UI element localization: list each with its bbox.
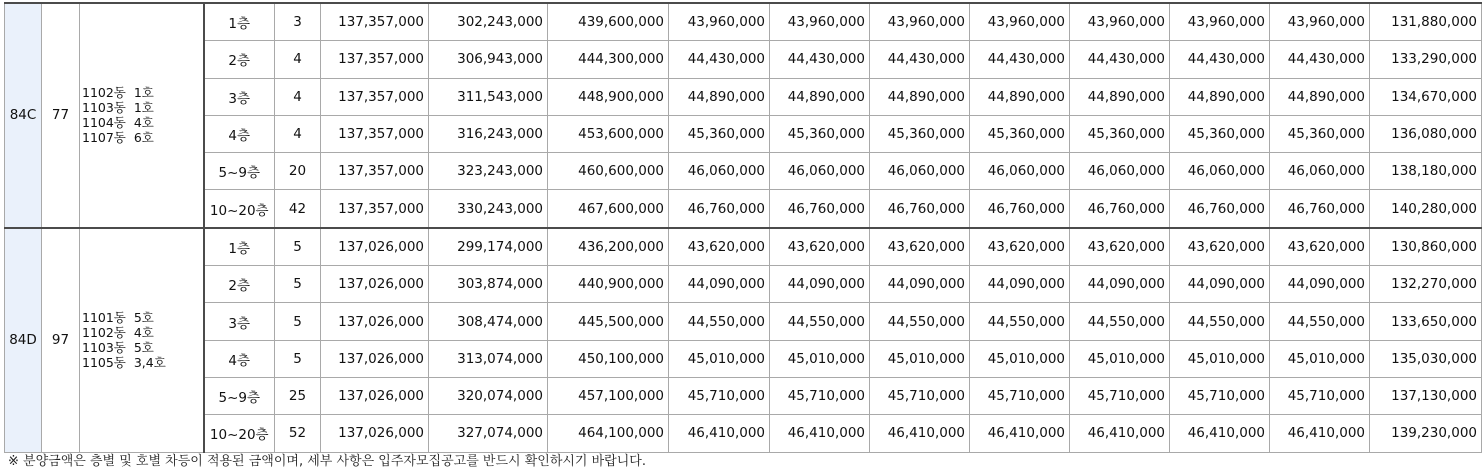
price-cell: 44,090,000 <box>970 266 1070 303</box>
price-cell: 439,600,000 <box>548 3 669 41</box>
price-cell: 46,060,000 <box>770 153 870 190</box>
price-cell: 306,943,000 <box>429 41 548 78</box>
price-cell: 46,060,000 <box>870 153 970 190</box>
price-cell: 43,620,000 <box>1070 228 1170 266</box>
price-cell: 46,410,000 <box>1070 415 1170 452</box>
price-cell: 46,410,000 <box>1270 415 1370 452</box>
price-cell: 43,960,000 <box>1170 3 1270 41</box>
price-cell: 457,100,000 <box>548 377 669 414</box>
price-cell: 330,243,000 <box>429 190 548 228</box>
price-cell: 44,430,000 <box>770 41 870 78</box>
price-cell: 46,410,000 <box>870 415 970 452</box>
building-unit-list-cell: 1101동 5호 1102동 4호 1103동 5호 1105동 3,4호 <box>80 228 204 452</box>
unit-count-cell: 5 <box>275 266 321 303</box>
price-cell: 45,710,000 <box>1270 377 1370 414</box>
price-cell: 45,360,000 <box>770 115 870 152</box>
price-cell: 320,074,000 <box>429 377 548 414</box>
price-cell: 44,090,000 <box>1170 266 1270 303</box>
price-cell: 44,890,000 <box>1070 78 1170 115</box>
price-cell: 44,550,000 <box>870 303 970 340</box>
floor-cell: 1층 <box>204 228 275 266</box>
price-cell: 46,410,000 <box>770 415 870 452</box>
price-cell: 137,357,000 <box>321 41 429 78</box>
price-cell: 45,360,000 <box>1070 115 1170 152</box>
price-cell: 45,710,000 <box>1070 377 1170 414</box>
floor-cell: 4층 <box>204 115 275 152</box>
price-cell: 323,243,000 <box>429 153 548 190</box>
price-cell: 46,760,000 <box>870 190 970 228</box>
price-cell: 137,357,000 <box>321 153 429 190</box>
price-cell: 43,960,000 <box>970 3 1070 41</box>
price-cell: 46,060,000 <box>669 153 770 190</box>
unit-count-cell: 3 <box>275 3 321 41</box>
unit-count-cell: 20 <box>275 153 321 190</box>
price-cell: 45,710,000 <box>770 377 870 414</box>
price-cell: 44,090,000 <box>1070 266 1170 303</box>
price-cell: 460,600,000 <box>548 153 669 190</box>
price-cell: 46,410,000 <box>970 415 1070 452</box>
price-cell: 43,960,000 <box>1070 3 1170 41</box>
price-cell: 464,100,000 <box>548 415 669 452</box>
price-cell: 45,710,000 <box>870 377 970 414</box>
price-cell: 46,760,000 <box>770 190 870 228</box>
price-cell: 43,960,000 <box>870 3 970 41</box>
price-cell: 46,760,000 <box>1270 190 1370 228</box>
price-cell: 137,357,000 <box>321 190 429 228</box>
price-cell: 44,430,000 <box>1070 41 1170 78</box>
price-cell: 43,620,000 <box>970 228 1070 266</box>
price-cell: 136,080,000 <box>1370 115 1482 152</box>
floor-cell: 4층 <box>204 340 275 377</box>
housing-type-cell: 84C <box>5 3 42 228</box>
price-cell: 44,890,000 <box>870 78 970 115</box>
price-cell: 45,360,000 <box>1270 115 1370 152</box>
price-cell: 44,550,000 <box>1070 303 1170 340</box>
price-cell: 46,410,000 <box>1170 415 1270 452</box>
price-cell: 46,760,000 <box>1070 190 1170 228</box>
unit-count-cell: 42 <box>275 190 321 228</box>
price-cell: 46,760,000 <box>970 190 1070 228</box>
price-cell: 327,074,000 <box>429 415 548 452</box>
price-cell: 133,290,000 <box>1370 41 1482 78</box>
table-row <box>5 266 1482 303</box>
price-cell: 134,670,000 <box>1370 78 1482 115</box>
floor-cell: 10~20층 <box>204 415 275 452</box>
price-cell: 137,026,000 <box>321 415 429 452</box>
price-cell: 45,010,000 <box>970 340 1070 377</box>
price-cell: 46,060,000 <box>1070 153 1170 190</box>
price-cell: 131,880,000 <box>1370 3 1482 41</box>
price-cell: 137,026,000 <box>321 340 429 377</box>
price-cell: 44,430,000 <box>669 41 770 78</box>
price-cell: 137,026,000 <box>321 303 429 340</box>
price-cell: 302,243,000 <box>429 3 548 41</box>
price-cell: 45,710,000 <box>669 377 770 414</box>
price-cell: 44,890,000 <box>1270 78 1370 115</box>
price-cell: 45,360,000 <box>669 115 770 152</box>
table-row <box>5 377 1482 414</box>
table-row <box>5 115 1482 152</box>
table-row <box>5 153 1482 190</box>
unit-count-cell: 4 <box>275 41 321 78</box>
table-row <box>5 228 1482 266</box>
price-cell: 445,500,000 <box>548 303 669 340</box>
floor-cell: 5~9층 <box>204 153 275 190</box>
price-cell: 46,760,000 <box>1170 190 1270 228</box>
price-cell: 135,030,000 <box>1370 340 1482 377</box>
price-cell: 137,130,000 <box>1370 377 1482 414</box>
price-cell: 43,620,000 <box>1170 228 1270 266</box>
floor-cell: 3층 <box>204 303 275 340</box>
price-cell: 43,620,000 <box>1270 228 1370 266</box>
price-cell: 140,280,000 <box>1370 190 1482 228</box>
unit-count-cell: 4 <box>275 78 321 115</box>
price-cell: 44,890,000 <box>669 78 770 115</box>
table-row <box>5 3 1482 41</box>
price-cell: 43,960,000 <box>770 3 870 41</box>
price-cell: 137,357,000 <box>321 78 429 115</box>
unit-count-cell: 4 <box>275 115 321 152</box>
price-cell: 436,200,000 <box>548 228 669 266</box>
unit-count-cell: 52 <box>275 415 321 452</box>
price-cell: 45,010,000 <box>669 340 770 377</box>
price-cell: 133,650,000 <box>1370 303 1482 340</box>
price-cell: 137,026,000 <box>321 228 429 266</box>
unit-count-cell: 5 <box>275 228 321 266</box>
table-row <box>5 340 1482 377</box>
price-cell: 137,357,000 <box>321 115 429 152</box>
price-cell: 45,360,000 <box>870 115 970 152</box>
price-cell: 139,230,000 <box>1370 415 1482 452</box>
price-cell: 46,060,000 <box>1270 153 1370 190</box>
price-cell: 44,550,000 <box>770 303 870 340</box>
table-row <box>5 78 1482 115</box>
table-row <box>5 303 1482 340</box>
price-cell: 44,890,000 <box>970 78 1070 115</box>
price-cell: 444,300,000 <box>548 41 669 78</box>
floor-cell: 2층 <box>204 41 275 78</box>
price-cell: 45,360,000 <box>970 115 1070 152</box>
price-cell: 44,890,000 <box>1170 78 1270 115</box>
table-row <box>5 190 1482 228</box>
price-cell: 137,026,000 <box>321 377 429 414</box>
price-cell: 44,430,000 <box>1170 41 1270 78</box>
price-cell: 440,900,000 <box>548 266 669 303</box>
price-cell: 448,900,000 <box>548 78 669 115</box>
price-cell: 44,090,000 <box>669 266 770 303</box>
table-row <box>5 41 1482 78</box>
price-cell: 44,430,000 <box>970 41 1070 78</box>
price-cell: 467,600,000 <box>548 190 669 228</box>
price-cell: 313,074,000 <box>429 340 548 377</box>
floor-cell: 1층 <box>204 3 275 41</box>
table-row <box>5 415 1482 452</box>
floor-cell: 2층 <box>204 266 275 303</box>
price-cell: 46,060,000 <box>1170 153 1270 190</box>
price-cell: 450,100,000 <box>548 340 669 377</box>
price-cell: 45,010,000 <box>1170 340 1270 377</box>
unit-count-cell: 5 <box>275 303 321 340</box>
floor-cell: 10~20층 <box>204 190 275 228</box>
price-cell: 44,550,000 <box>970 303 1070 340</box>
price-table <box>4 2 1482 453</box>
price-cell: 44,430,000 <box>1270 41 1370 78</box>
price-cell: 43,960,000 <box>669 3 770 41</box>
price-cell: 43,620,000 <box>669 228 770 266</box>
price-cell: 44,090,000 <box>770 266 870 303</box>
unit-count-cell: 5 <box>275 340 321 377</box>
price-cell: 45,010,000 <box>1270 340 1370 377</box>
price-cell: 132,270,000 <box>1370 266 1482 303</box>
price-cell: 45,710,000 <box>970 377 1070 414</box>
price-cell: 453,600,000 <box>548 115 669 152</box>
price-cell: 44,090,000 <box>1270 266 1370 303</box>
price-cell: 137,026,000 <box>321 266 429 303</box>
price-cell: 299,174,000 <box>429 228 548 266</box>
total-units-cell: 97 <box>42 228 80 452</box>
price-cell: 43,960,000 <box>1270 3 1370 41</box>
floor-cell: 5~9층 <box>204 377 275 414</box>
total-units-cell: 77 <box>42 3 80 228</box>
price-cell: 316,243,000 <box>429 115 548 152</box>
unit-count-cell: 25 <box>275 377 321 414</box>
housing-type-cell: 84D <box>5 228 42 452</box>
price-cell: 45,010,000 <box>770 340 870 377</box>
price-cell: 45,010,000 <box>870 340 970 377</box>
price-table-body <box>5 3 1482 452</box>
price-cell: 44,430,000 <box>870 41 970 78</box>
price-cell: 308,474,000 <box>429 303 548 340</box>
price-cell: 138,180,000 <box>1370 153 1482 190</box>
price-cell: 45,360,000 <box>1170 115 1270 152</box>
price-cell: 45,710,000 <box>1170 377 1270 414</box>
price-cell: 44,090,000 <box>870 266 970 303</box>
price-cell: 45,010,000 <box>1070 340 1170 377</box>
price-cell: 46,760,000 <box>669 190 770 228</box>
floor-cell: 3층 <box>204 78 275 115</box>
price-cell: 46,410,000 <box>669 415 770 452</box>
footnote: ※ 분양금액은 층별 및 호별 차등이 적용된 금액이며, 세부 사항은 입주자모집공고를 반드시 확인하시기 바랍니다. <box>8 454 646 469</box>
price-cell: 311,543,000 <box>429 78 548 115</box>
price-cell: 44,550,000 <box>1270 303 1370 340</box>
price-cell: 303,874,000 <box>429 266 548 303</box>
building-unit-list-cell: 1102동 1호 1103동 1호 1104동 4호 1107동 6호 <box>80 3 204 228</box>
price-cell: 44,890,000 <box>770 78 870 115</box>
price-cell: 137,357,000 <box>321 3 429 41</box>
price-cell: 43,620,000 <box>770 228 870 266</box>
price-cell: 44,550,000 <box>669 303 770 340</box>
price-cell: 44,550,000 <box>1170 303 1270 340</box>
price-cell: 43,620,000 <box>870 228 970 266</box>
price-cell: 130,860,000 <box>1370 228 1482 266</box>
price-cell: 46,060,000 <box>970 153 1070 190</box>
